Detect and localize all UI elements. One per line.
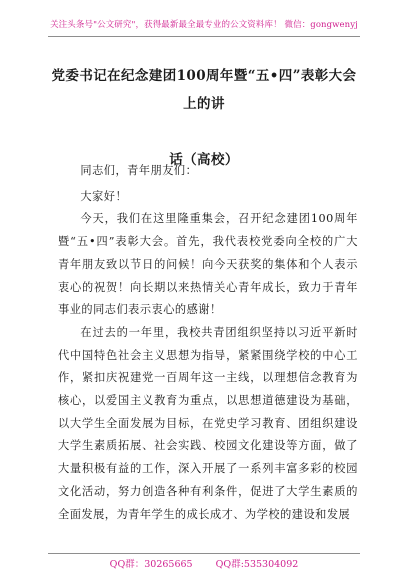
document-body — [58, 160, 358, 526]
document-title — [48, 62, 360, 174]
paragraph-opening: 今天，我们在这里隆重集会，召开纪念建团100周年暨“五•四”表彰大会。首先，我代表校党委向全校的广大青年朋友致以节日的问候！向今天获奖的集体和个人表示衷心的祝贺！向长期以来热情关心青年成长，致力于青年事业的同志们表示衷心的感谢！ — [58, 212, 358, 317]
footer-qq-group-1: QQ群：30265665 — [109, 559, 193, 570]
title-line-2: 话（高校） — [169, 152, 239, 168]
footer-qq-group-2: QQ群:535304092 — [215, 559, 299, 570]
title-line-1: 党委书记在纪念建团100周年暨“五•四”表彰大会上的讲 — [51, 68, 357, 112]
greeting: 大家好！ — [80, 189, 128, 203]
paragraph-review: 在过去的一年里，我校共青团组织坚持以习近平新时代中国特色社会主义思想为指导，紧紧围绕学校的中心工作，紧扣庆祝建党一百周年这一主线，以理想信念教育为核心，以爱国主义教育为重点，以思想道德建设为基础，以大学生全面发展为目标，在党史学习教育、团组织建设大学生素质拓展、社会实践、校园文化建设等方面，做了大量积极有益的工作，深入开展了一系列丰富多彩的校园文化活动，努力创造各种有利条件，促进了大学生素质的全面发展，为青年学生的成长成才、为学校的建设和发展 — [58, 325, 358, 521]
header-banner: 关注头条号"公文研究"，获得最新最全最专业的公文资料库！ 微信：gongwenyj — [48, 18, 360, 37]
footer-divider — [48, 553, 360, 554]
footer — [0, 556, 408, 570]
salutation: 同志们，青年朋友们： — [80, 164, 198, 177]
